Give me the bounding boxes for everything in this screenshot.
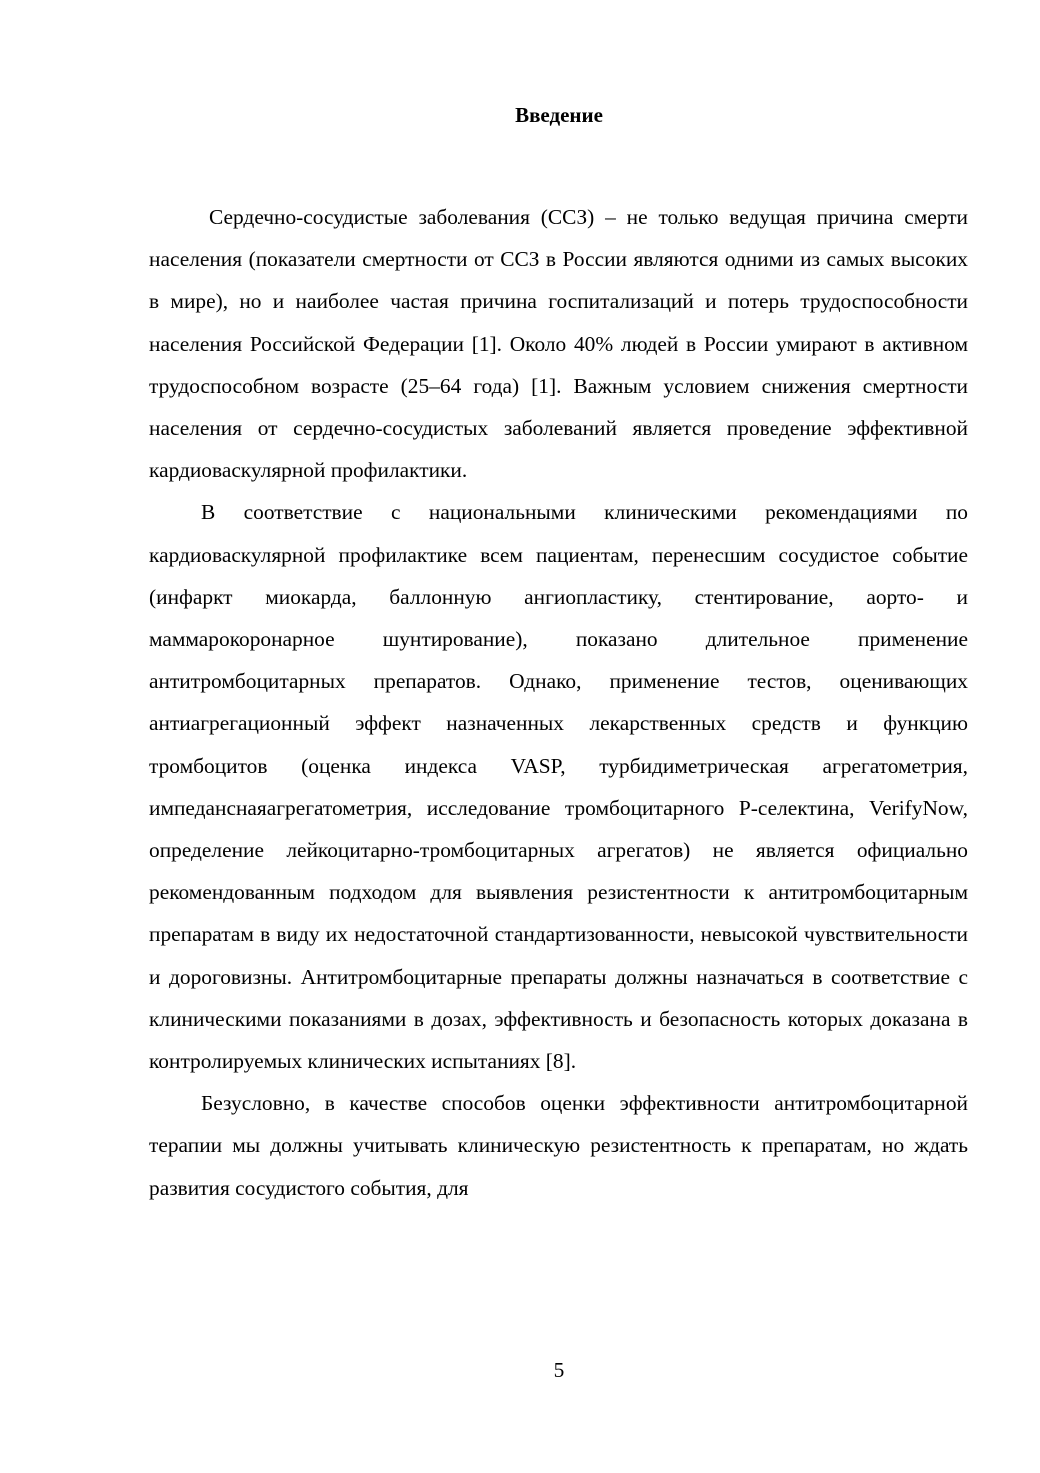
body-text: [149, 196, 968, 1209]
paragraph-3: Безусловно, в качестве способов оценки эффективности антитромбоцитарной терапии мы должны учитывать клиническую резистентность к препаратам, но ждать развития сосудистого события, для: [149, 1091, 968, 1200]
page-number: 5: [553, 1358, 565, 1382]
paragraph-1: Сердечно-сосудистые заболевания (ССЗ) – не только ведущая причина смерти населения (показатели смертности от ССЗ в России являются одними из самых высоких в мире), но и наиболее частая причина госпитализаций и потерь трудоспособности населения Российской Федерации [1]. Около 40% людей в России умирают в активном трудоспособном возрасте (25–64 года) [1]. Важным условием снижения смертности населения от сердечно-сосудистых заболеваний является проведение эффективной кардиоваскулярной профилактики.: [149, 205, 968, 483]
paragraph-2: В соответствие с национальными клиническими рекомендациями по кардиоваскулярной профилактике всем пациентам, перенесшим сосудистое событие (инфаркт миокарда, баллонную ангиопластику, стентирование, аорто- и маммарокоронарное шунтирование), показано длительное применение антитромбоцитарных препаратов. Однако, применение тестов, оценивающих антиагрегационный эффект назначенных лекарственных средств и функцию тромбоцитов (оценка индекса VASP, турбидиметрическая агрегатометрия, импеданснаяагрегатометрия, исследование тромбоцитарного Р-селектина, VerifyNow, определение лейкоцитарно-тромбоцитарных агрегатов) не является официально рекомендованным подходом для выявления резистентности к антитромбоцитарным препаратам в виду их недостаточной стандартизованности, невысокой чувствительности и дороговизны. Антитромбоцитарные препараты должны назначаться в соответствие с клиническими показаниями в дозах, эффективность и безопасность которых доказана в контролируемых клинических испытаниях [8].: [149, 500, 968, 1074]
section-heading: Введение: [515, 103, 603, 127]
